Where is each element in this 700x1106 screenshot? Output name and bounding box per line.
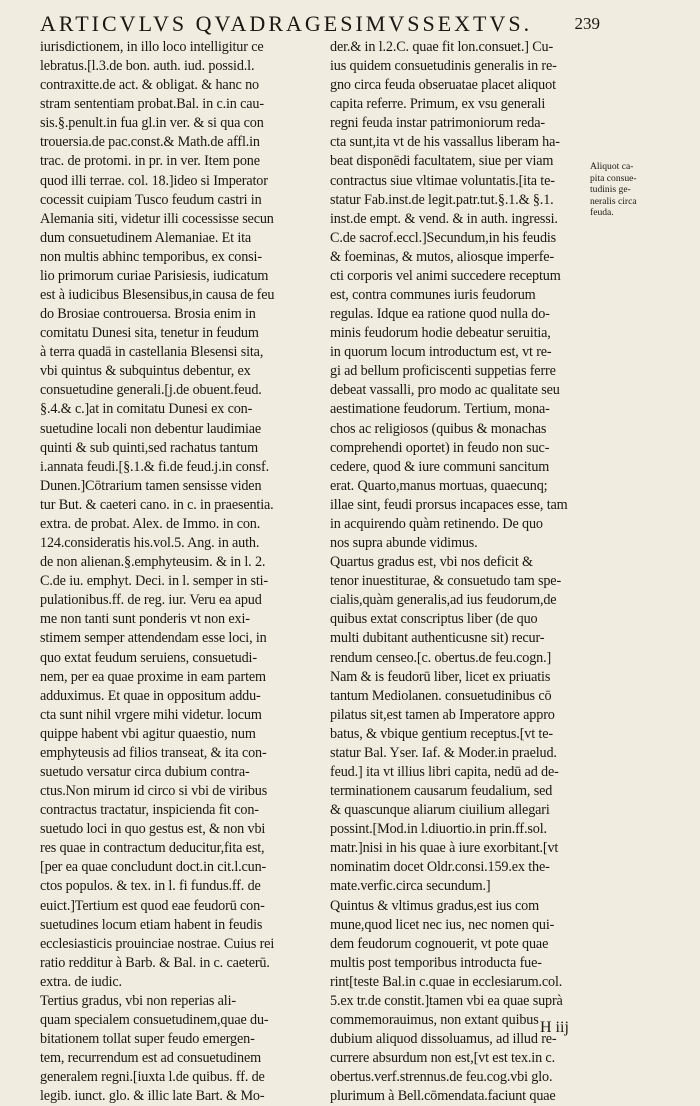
text-line: rint[teste Bal.in c.quae in ecclesiarum.col. [330,973,563,990]
left-text-column [40,38,310,1106]
text-line: suetudo versatur circa dubium contra- [40,763,250,780]
text-line: dubium aliquod dissoluamus, ad illud re- [330,1031,557,1048]
text-line: capita referre. Primum, ex vsu generali [330,96,546,113]
text-line: Tertius gradus, vbi non reperias ali- [40,992,236,1009]
text-line: regulas. Idque ea ratione quod nulla do- [330,306,550,323]
text-line: Nam & is feudorū liber, licet ex priuatis [330,668,551,685]
text-line: debeat vassalli, pro modo ac qualitate seu [330,382,560,399]
text-line: pilatus sit,est tamen ab Imperatore appro [330,706,555,723]
text-line: res quae in contractum deducitur,fita est, [40,840,265,857]
text-line: trac. de protomi. in pr. in ver. Item pone [40,153,260,170]
text-line: i.annata feudi.[§.1.& fi.de feud.j.in consf. [40,458,269,475]
text-line: & foeminas, & mutos, aliosque imperfe- [330,248,555,265]
text-line: de non alienan.§.emphyteusim. & in l. 2. [40,554,266,571]
text-line: dem feudorum cognouerit, vt pote quae [330,935,549,952]
text-line: currere absurdum non est,[vt est tex.in c. [330,1050,555,1067]
text-line: feud.] ita vt illius libri capita, nedū ad de- [330,763,559,780]
text-line: quibus extat conscriptus liber (de quo [330,611,538,628]
text-line: Alemania siti, videtur illi cocessisse secun [40,210,274,227]
text-line: à terra quadā in castellania Blesensi sita, [40,344,264,361]
text-line: euict.]Tertium est quod eae feudorū con- [40,897,265,914]
text-line: iurisdictionem, in illo loco intelligitur ce [40,39,264,55]
text-line: stimem semper attendendam esse loci, in [40,630,267,647]
text-line: lio primorum curiae Parisiesis, iudicatum [40,267,269,284]
text-line: est, contra communes iuris feudorum [330,287,536,304]
text-line: [per ea quae concludunt doct.in cit.l.cun- [40,859,267,876]
text-line: ratio redditur à Barb. & Bal. in c. caeterū. [40,954,270,971]
text-line: cocessit cuipiam Tusco feudum castri in [40,191,262,208]
text-line: ecclesiasticis prouinciae nostrae. Cuius rei [40,935,275,952]
signature-mark: H iij [540,1019,569,1036]
text-line: contraxitte.de act. & obligat. & hanc no [40,77,259,94]
text-line: plurimum à Bell.cōmendata.faciunt quae [330,1088,556,1105]
text-line: pulationibus.ff. de reg. iur. Veru ea apud [40,592,262,609]
text-line: in acquirendo quàm retinendo. De quo [330,515,543,532]
text-line: quinti & sub quinti,sed rachatus tantum [40,439,258,456]
text-line: stram sententiam probat.Bal. in c.in cau- [40,96,264,113]
text-line: & quascunque aliarum ciuilium allegari [330,802,550,819]
text-line: aestimatione feudorum. Tertium, mona- [330,401,550,418]
text-line: extra. de probat. Alex. de Immo. in con. [40,515,261,532]
text-line: matr.]nisi in his quae à iure exorbitant.[vt [330,840,559,857]
text-line: adduximus. Et quae in oppositum addu- [40,687,261,704]
text-line: illae sint, feudi prorsus incapaces esse, tam [330,496,568,513]
text-line: ctos populos. & tex. in l. fi fundus.ff. de [40,878,261,895]
text-line: minis feudorum hodie debeatur seruitia, [330,325,551,342]
text-line: statur Bal. Yser. Iaf. & Moder.in praelud. [330,744,557,761]
marginal-note-line: pita consue- [590,172,637,184]
text-line: tur But. & caeteri cano. in c. in praesentia. [40,496,274,513]
text-line: multi dubitant authenticusne sit) recur- [330,630,545,647]
text-line: cti corporis vel animi succedere receptum [330,267,561,284]
text-line: suetudine locali non debentur laudimiae [40,420,262,437]
text-line: 124.consideratis his.vol.5. Ang. in auth. [40,535,260,552]
text-line: non multis abhinc temporibus, ex consi- [40,248,262,265]
text-line: comprehendi oportet) in feudo non suc- [330,439,550,456]
right-text-column [330,38,592,1106]
marginal-note-line: Aliquot ca- [590,161,634,172]
text-line: cialis,quàm generalis,ad ius feudorum,de [330,592,557,609]
text-line: nominatim docet Oldr.consi.159.ex the- [330,859,550,876]
text-line: mune,quod licet nec ius, nec nomen qui- [330,916,555,933]
text-line: suetudo loci in quo gestus est, & non vbi [40,821,266,838]
text-line: consuetudine generali.[j.de obuent.feud. [40,382,262,399]
text-line: comitatu Dunesi sita, tenetur in feudum [40,325,259,342]
text-line: §.4.& c.]at in comitatu Dunesi ex con- [40,401,253,418]
marginal-note-line: neralis circa [590,195,637,207]
text-line: nos supra abunde vidimus. [330,535,478,552]
text-line: Dunen.]Cōtrarium tamen sensisse viden [40,477,262,494]
text-line: inst.de empt. & vend. & in auth. ingressi. [330,210,558,227]
text-line: in quorum locum introductum est, vt re- [330,344,552,361]
text-line: tantum Mediolanen. consuetudinibus cō [330,687,552,704]
text-line: dum consuetudinem Alemaniae. Et ita [40,229,252,246]
text-line: gno circa feuda obseruatae placet aliquot [330,77,556,94]
text-line: ius quidem consuetudinis generalis in re- [330,58,557,75]
text-line: cta sunt,ita vt de his vassallus liberam ha- [330,134,560,151]
text-line: suetudines locum etiam habent in feudis [40,916,263,933]
text-line: mate.verfic.circa secundum.] [330,878,491,895]
text-line: nem, per ea quae proxime in eam partem [40,668,266,685]
text-line: batus, & vbique gentium receptus.[vt te- [330,725,553,742]
text-line: possint.[Mod.in l.diuortio.in prin.ff.sol. [330,821,547,838]
text-line: me non tanti sunt ponderis vt non exi- [40,611,250,628]
text-line: trouersia.de pac.const.& Math.de affl.in [40,134,260,151]
marginal-note-line: feuda. [590,207,614,218]
text-line: ctus.Non mirum id circo si vbi de viribus [40,783,268,800]
text-line: terminationem causarum feudalium, sed [330,783,553,800]
text-line: rendum censeo.[c. obertus.de feu.cogn.] [330,649,552,666]
text-line: multis post temporibus introducta fue- [330,954,542,971]
text-line: beat disponēdi facultatem, siue per viam [330,153,554,170]
text-line: vbi quintus & subquintus debentur, ex [40,363,251,380]
text-line: Quartus gradus est, vbi nos deficit & [330,554,533,571]
text-line: regni feuda instar patrimoniorum reda- [330,115,545,132]
text-line: est à iudicibus Blesensibus,in causa de feu [40,287,275,304]
marginal-note-line: tudinis ge- [590,184,631,195]
text-line: chos ac religiosos (quibus & monachas [330,420,547,437]
text-line: do Brosiae controuersa. Brosia enim in [40,306,256,323]
text-line: emphyteusis ad filios transeat, & ita con- [40,744,267,761]
text-line: tem, recurrendum est ad consuetudinem [40,1050,261,1067]
text-line: extra. de iudic. [40,973,122,990]
text-line: quo extat feudum seruiens, consuetudi- [40,649,257,666]
text-line: lebratus.[l.3.de bon. auth. iud. possid.l. [40,58,255,75]
text-line: contractus tractatur, inspicienda fit con- [40,802,259,819]
text-line: 5.ex tr.de constit.]tamen vbi ea quae suprà [330,992,563,1009]
text-line: cedere, quod & iure communi sancitum [330,458,550,475]
text-line: C.de iu. emphyt. Deci. in l. semper in sti- [40,573,268,590]
text-line: gi ad bellum proficiscenti suppetias ferre [330,363,556,380]
text-line: quam specialem consuetudinem,quae du- [40,1011,269,1028]
text-line: sis.§.penult.in fua gl.in ver. & si qua con [40,115,264,132]
text-line: quippe habent vbi agitur quaestio, num [40,725,256,742]
text-line: quod illi terrae. col. 18.]ideo si Imperator [40,172,268,189]
text-line: erat. Quarto,manus mortuas, quaecunq; [330,477,548,494]
text-line: legib. iunct. glo. & illic late Bart. & Mo- [40,1088,265,1105]
text-line: tenor inuestiturae, & consuetudo tam spe- [330,573,562,590]
text-line: der.& in l.2.C. quae fit lon.consuet.] Cu- [330,39,554,55]
marginal-note [590,161,690,219]
text-line: bitationem tollat super feudo emergen- [40,1031,255,1048]
text-line: C.de sacrof.eccl.]Secundum,in his feudis [330,229,557,246]
text-line: contractus siue vltimae voluntatis.[ita te- [330,172,555,189]
running-title: ARTICVLVS QVADRAGESIMVSSEXTVS. [40,11,533,36]
text-line: commemorauimus, non extant quibus [330,1011,539,1028]
text-line: statur Fab.inst.de legit.patr.tut.§.1.& §.1. [330,191,554,208]
text-line: obertus.verf.strennus.de feu.cog.vbi glo. [330,1069,553,1086]
text-line: Quintus & vltimus gradus,est ius com [330,897,539,914]
page-number: 239 [574,14,600,33]
text-line: cta sunt nihil vrgere mihi videtur. locum [40,706,262,723]
text-line: generalem regni.[iuxta l.de quibus. ff. de [40,1069,265,1086]
